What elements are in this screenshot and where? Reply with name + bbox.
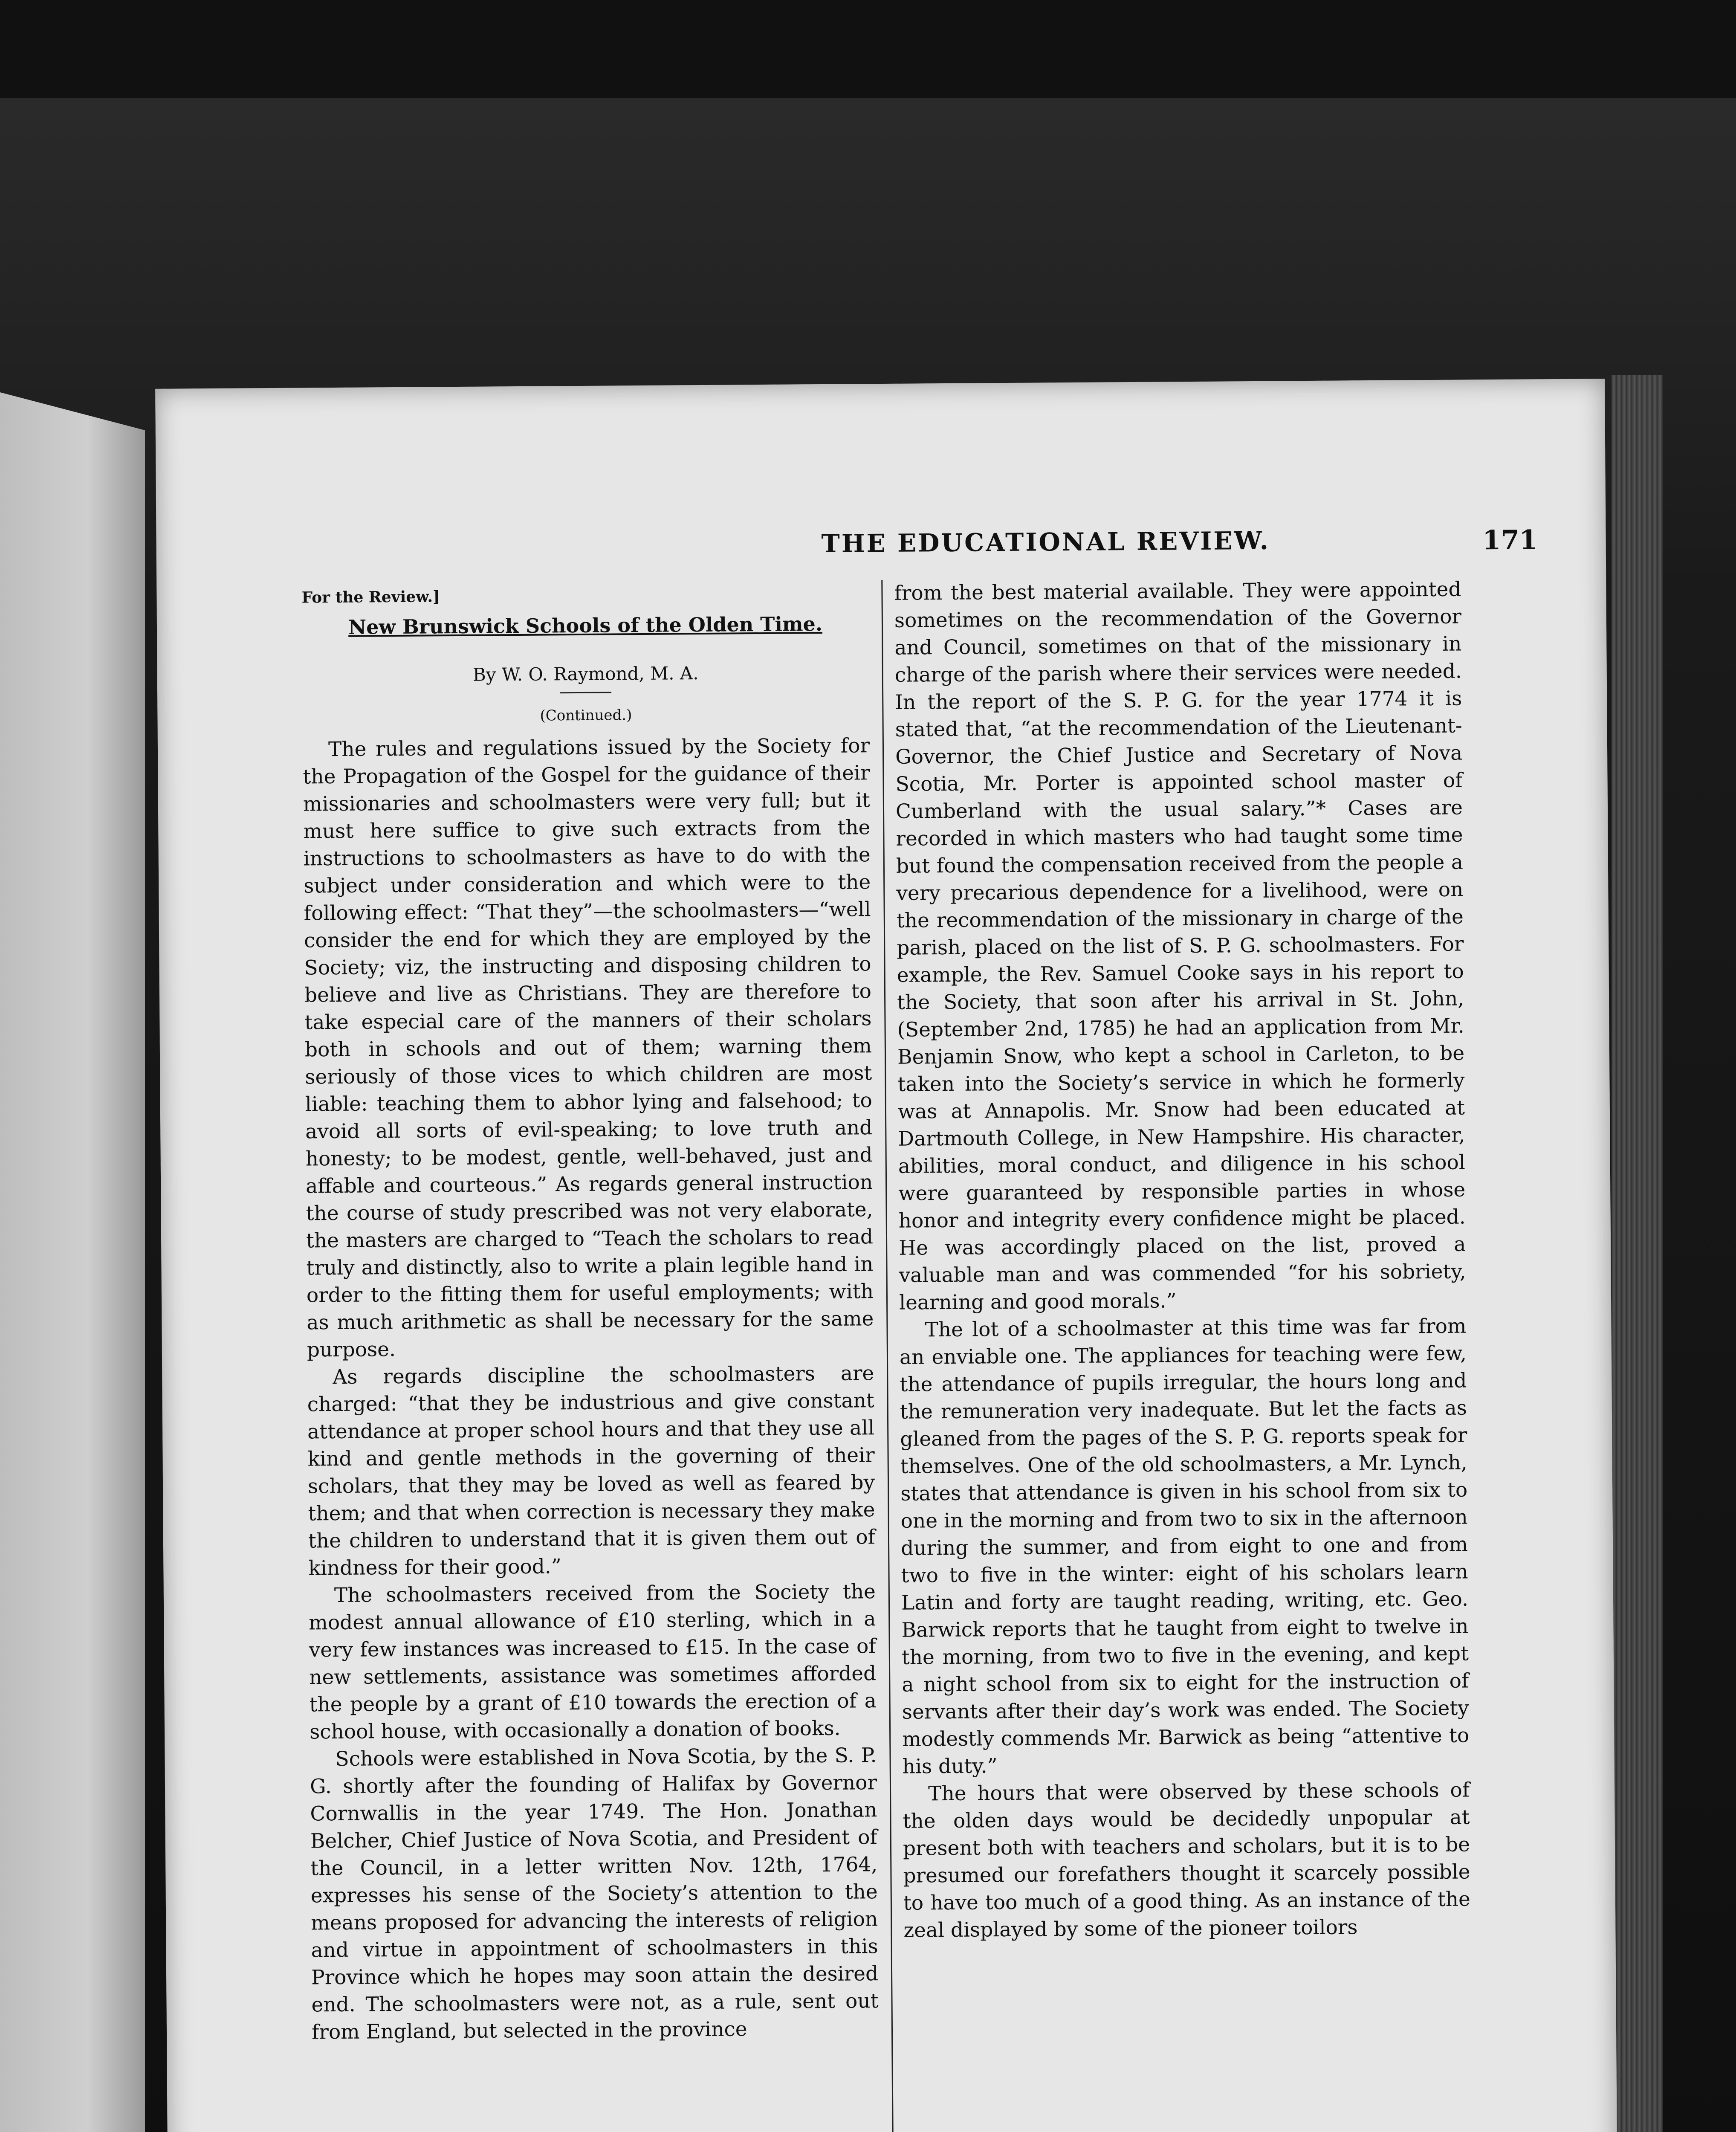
column-divider xyxy=(881,580,894,2132)
journal-page xyxy=(155,379,1618,2132)
page-number: 171 xyxy=(1482,524,1538,556)
paragraph: The rules and regulations issued by the Society for the Propagation of the Gospel for the guidance of their missionaries and schoolmasters were very full; but it must here suffice to give such extracts from the instructions to schoolmasters as have to do with the subject under consideration and which were to the following effect: “That they”—the schoolmasters—“well consider the end for which they are employed by the Society; viz, the instructing and disposing children to believe and live as Christians. They are therefore to take especial care of the manners of their scholars both in schools and out of them; warning them seriously of those vices to which children are most liable: teaching them to abhor lying and falsehood; to avoid all sorts of evil-speaking; to love truth and honesty; to be modest, gentle, well-behaved, just and affable and courteous.” As regards general instruction the course of study prescribed was not very elaborate, the masters are charged to “Teach the scholars to read truly and distinctly, also to write a plain legible hand in order to the fitting them for useful employments; with as much arithmetic as shall be necessary for the same purpose. xyxy=(303,734,874,1362)
right-column xyxy=(894,576,1470,1944)
continued-note: (Continued.) xyxy=(540,707,632,724)
paragraph: The schoolmasters received from the Society the modest annual allowance of £10 sterling, which in a very few instances was increased to £15. In the case of new settlements, assistance was sometimes afforded the people by a grant of £10 towards the erection of a school house, with occasionally a donation of books. xyxy=(309,1580,877,1744)
article-title: New Brunswick Schools of the Olden Time. xyxy=(348,612,823,639)
paragraph: Schools were established in Nova Scotia, by the S. P. G. shortly after the founding of Halifax by Governor Cornwallis in the year 1749. The Hon. Jonathan Belcher, Chief Justice of Nova Scotia, and President of the Council, in a letter written Nov. 12th, 1764, expresses his sense of the Society’s attention to the means proposed for advancing the interests of religion and virtue in appointment of schoolmasters in this Province which he hopes may soon attain the desired end. The schoolmasters were not, as a rule, sent out from England, but selected in the province xyxy=(310,1744,879,2044)
byline: By W. O. Raymond, M. A. xyxy=(472,663,699,685)
facing-page-edge xyxy=(0,392,145,2132)
page-header xyxy=(642,524,1538,565)
paragraph: The hours that were observed by these schools of the olden days would be decidedly unpopular at present both with teachers and scholars, but it is to be presumed our forefathers thought it scarcely possible to have too much of a good thing. As an instance of the zeal displayed by some of the pioneer toilors xyxy=(903,1778,1471,1942)
left-column xyxy=(301,580,879,2046)
source-note: For the Review.] xyxy=(301,588,440,607)
film-border-top xyxy=(0,0,1736,98)
running-title: THE EDUCATIONAL REVIEW. xyxy=(821,526,1270,559)
book-fore-edge xyxy=(1612,375,1663,2132)
paragraph: The lot of a schoolmaster at this time was far from an enviable one. The appliances for teaching were few, the attendance of pupils irregular, the hours long and the remuneration very inadequate. But let the facts as gleaned from the pages of the S. P. G. reports speak for themselves. One of the old schoolmasters, a Mr. Lynch, states that attendance is given in his school from six to one in the morning and from two to six in the afternoon during the summer, and from eight to one and from two to five in the winter: eight of his scholars learn Latin and forty are taught reading, writing, etc. Geo. Barwick reports that he taught from eight to twelve in the morning, from two to five in the evening, and kept a night school from six to eight for the instruction of servants after their day’s work was ended. The Society modestly commends Mr. Barwick as being “attentive to his duty.” xyxy=(899,1314,1470,1779)
divider xyxy=(560,692,611,693)
paragraph: from the best material available. They were appointed sometimes on the recommendation of the Governor and Council, sometimes on that of the missionary in charge of the parish where their services were needed. In the report of the S. P. G. for the year 1774 it is stated that, “at the recommendation of the Lieutenant-Governor, the Chief Justice and Secretary of Nova Scotia, Mr. Porter is appointed school master of Cumberland with the usual salary.”* Cases are recorded in which masters who had taught some time but found the compensation received from the people a very precarious dependence for a livelihood, were on the recommendation of the missionary in charge of the parish, placed on the list of S. P. G. schoolmasters. For example, the Rev. Samuel Cooke says in his report to the Society, that soon after his arrival in St. John, (September 2nd, 1785) he had an application from Mr. Benjamin Snow, who kept a school in Carleton, to be taken into the Society’s service in which he formerly was at Annapolis. Mr. Snow had been educated at Dartmouth College, in New Hampshire. His character, abilities, moral conduct, and diligence in his school were guaranteed by responsible parties in whose honor and integrity every confidence might be placed. He was accordingly placed on the list, proved a valuable man and was commended “for his sobriety, learning and good morals.” xyxy=(894,577,1466,1315)
paragraph: As regards discipline the schoolmasters are charged: “that they be industrious and give constant attendance at proper school hours and that they use all kind and gentle methods in the governing of their scholars, that they may be loved as well as feared by them; and that when correction is necessary they make the children to understand that it is given them out of kindness for their good.” xyxy=(307,1361,876,1580)
